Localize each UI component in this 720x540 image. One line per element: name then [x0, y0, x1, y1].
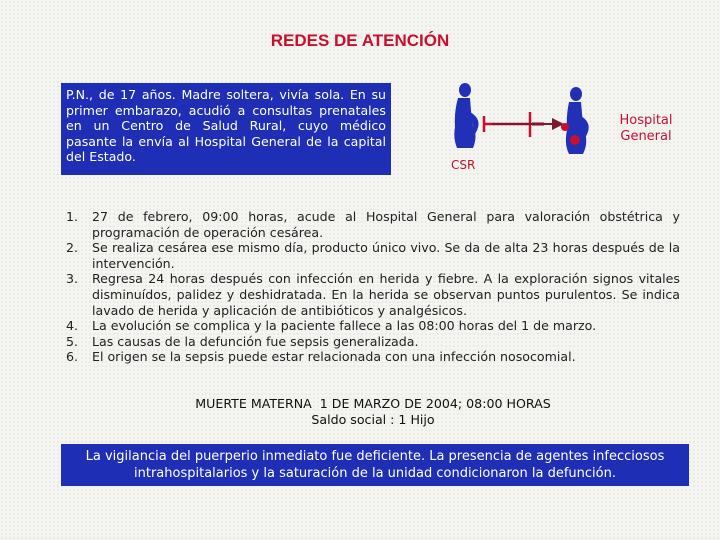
list-item: 3. Regresa 24 horas después con infección en herida y fiebre. A la exploración signos vitales disminuídos, palidez y deshidratada. En la herida se observan puntos purulentos. Se indica lavado de herida y aplicación de antibióticos y analgésicos. [66, 271, 680, 318]
hospital-general-label: Hospital General [619, 113, 673, 144]
events-list [62, 209, 680, 365]
csr-label: CSR [451, 158, 476, 172]
list-item: 2. Se realiza cesárea ese mismo día, producto único vivo. Se da de alta 23 horas después de la intervención. [66, 240, 680, 271]
conclusion-box: La vigilancia del puerperio inmediato fue deficiente. La presencia de agentes infecciosos intrahospitalarios y la saturación de la unidad condicionaron la defunción. [61, 444, 689, 486]
maternal-death-summary [0, 396, 720, 427]
summary-line-1: MUERTE MATERNA 1 DE MARZO DE 2004; 08:00 HORAS [195, 396, 551, 411]
summary-line-2: Saldo social : 1 Hijo [311, 411, 435, 427]
case-description-box: P.N., de 17 años. Madre soltera, vivía sola. En su primer embarazo, acudió a consultas prenatales en un Centro de Salud Rural, cuyo médico pasante la envía al Hospital General de la capital del Estado. [61, 83, 391, 175]
list-item: 5. Las causas de la defunción fue sepsis generalizada. [66, 333, 419, 349]
page-title: REDES DE ATENCIÓN [270, 31, 450, 50]
list-item: 4. La evolución se complica y la paciente fallece a las 08:00 horas del 1 de marzo. [66, 318, 597, 334]
list-item: 6. El origen se la sepsis puede estar relacionada con una infección nosocomial. [66, 349, 576, 365]
arrow-line [492, 118, 564, 130]
list-item: 1. 27 de febrero, 09:00 horas, acude al Hospital General para valoración obstétrica y programación de operación cesárea. [66, 209, 680, 240]
pregnant-woman-origin-icon [454, 83, 478, 148]
